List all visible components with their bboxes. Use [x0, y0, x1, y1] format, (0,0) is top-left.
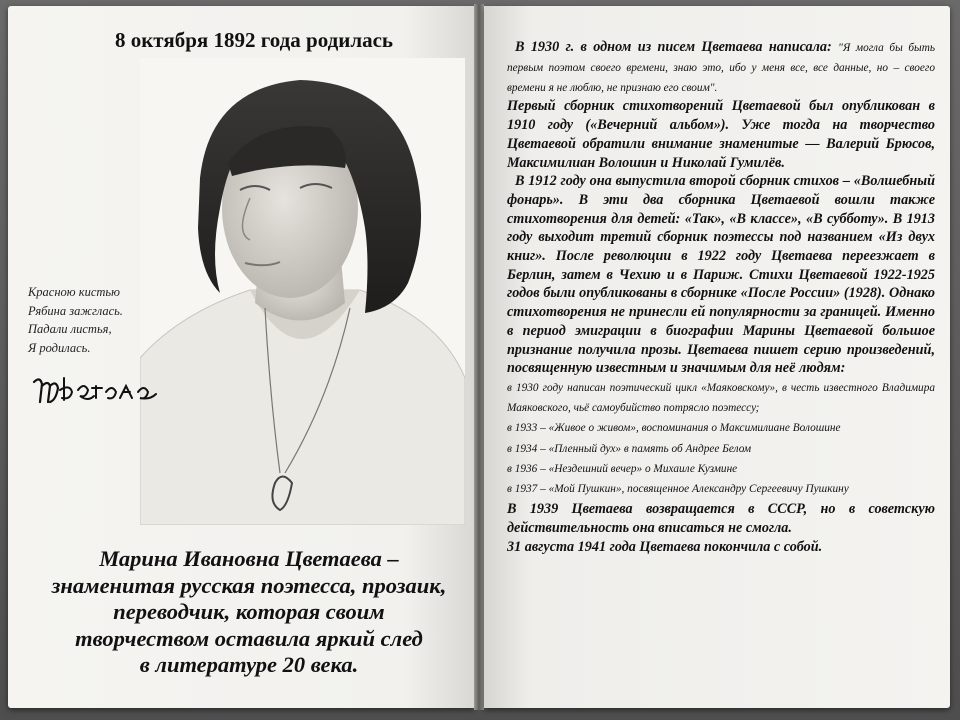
poem-line: Красною кистью — [28, 285, 120, 299]
paragraph-death: 31 августа 1941 года Цветаева покончила с собой. — [507, 538, 823, 555]
poem-line: Падали листья, — [28, 322, 112, 336]
book-spine — [474, 4, 484, 710]
paragraph-career: В 1912 году она выпустила второй сборник стихов – «Волшебный фонарь». В эти два сборника Цветаевой вошли также стихотворения для детей: «Так», «В классе», «В субботу». В 1913 году выходит третий сборник поэтессы под названием «Из двух книг». После революции в 1922 году Цветаева переезжает в Берлин, затем в Чехию и в Париж. Стихи Цветаевой 1922-1925 годов были опубликованы в сборнике «После России» (1928). Однако стихотворения не принесли ей популярности за границей. Именно в период эмиграции в биографии Марины Цветаевой большое признание получила прозы. Цветаева пишет серию произведений, посвященную известным и значимым для неё людям: — [507, 173, 935, 377]
biography-text — [507, 38, 935, 556]
poem-line: Я родилась. — [28, 340, 91, 355]
works-list-item: в 1934 – «Пленный дух» в память об Андрее Белом — [507, 442, 752, 455]
paragraph-letter-quote — [507, 38, 935, 97]
bio-summary — [24, 546, 474, 679]
bio-line: творчеством оставила яркий след — [75, 625, 423, 651]
paragraph-return: В 1939 Цветаева возвращается в СССР, но в советскую действительность она вписаться не смогла. — [507, 501, 935, 536]
birth-date-title: 8 октября 1892 года родилась — [114, 28, 394, 52]
poem-line: Рябина зажглась. — [28, 303, 123, 318]
quote-intro: В 1930 г. в одном из писем Цветаева написала: — [515, 39, 839, 55]
works-list-item: в 1933 – «Живое о живом», воспоминания о Максимилиане Волошине — [507, 422, 841, 435]
birth-poem — [28, 283, 148, 357]
works-list-item: в 1936 – «Нездешний вечер» о Михаиле Кузмине — [507, 462, 738, 475]
handwritten-signature — [30, 372, 170, 408]
works-list-item: в 1937 – «Мой Пушкин», посвященное Александру Сергеевичу Пушкину — [507, 482, 849, 495]
quote-text: "Я могла бы быть первым поэтом своего времени, знаю это, ибо у меня все, все данные, но – своего времени я не люблю, не признаю его своим". — [507, 42, 936, 94]
portrait-photo — [140, 58, 465, 525]
works-list-item: в 1930 году написан поэтический цикл «Маяковскому», в честь известного Владимира Маяковского, чьё самоубийство потрясло поэтессу; — [507, 381, 935, 415]
bio-line: Марина Ивановна Цветаева – — [99, 546, 399, 571]
bio-line: переводчик, которая своим — [113, 599, 385, 624]
bio-line: знаменитая русская поэтесса, прозаик, — [51, 572, 447, 598]
paragraph-first-collection: Первый сборник стихотворений Цветаевой был опубликован в 1910 году («Вечерний альбом»). Уже тогда на творчество Цветаевой обратили внимание знаменитые — Валерий Брюсов, Максимилиан Волошин и Николай Гумилёв. — [507, 98, 935, 171]
bio-line: в литературе 20 века. — [139, 652, 359, 677]
